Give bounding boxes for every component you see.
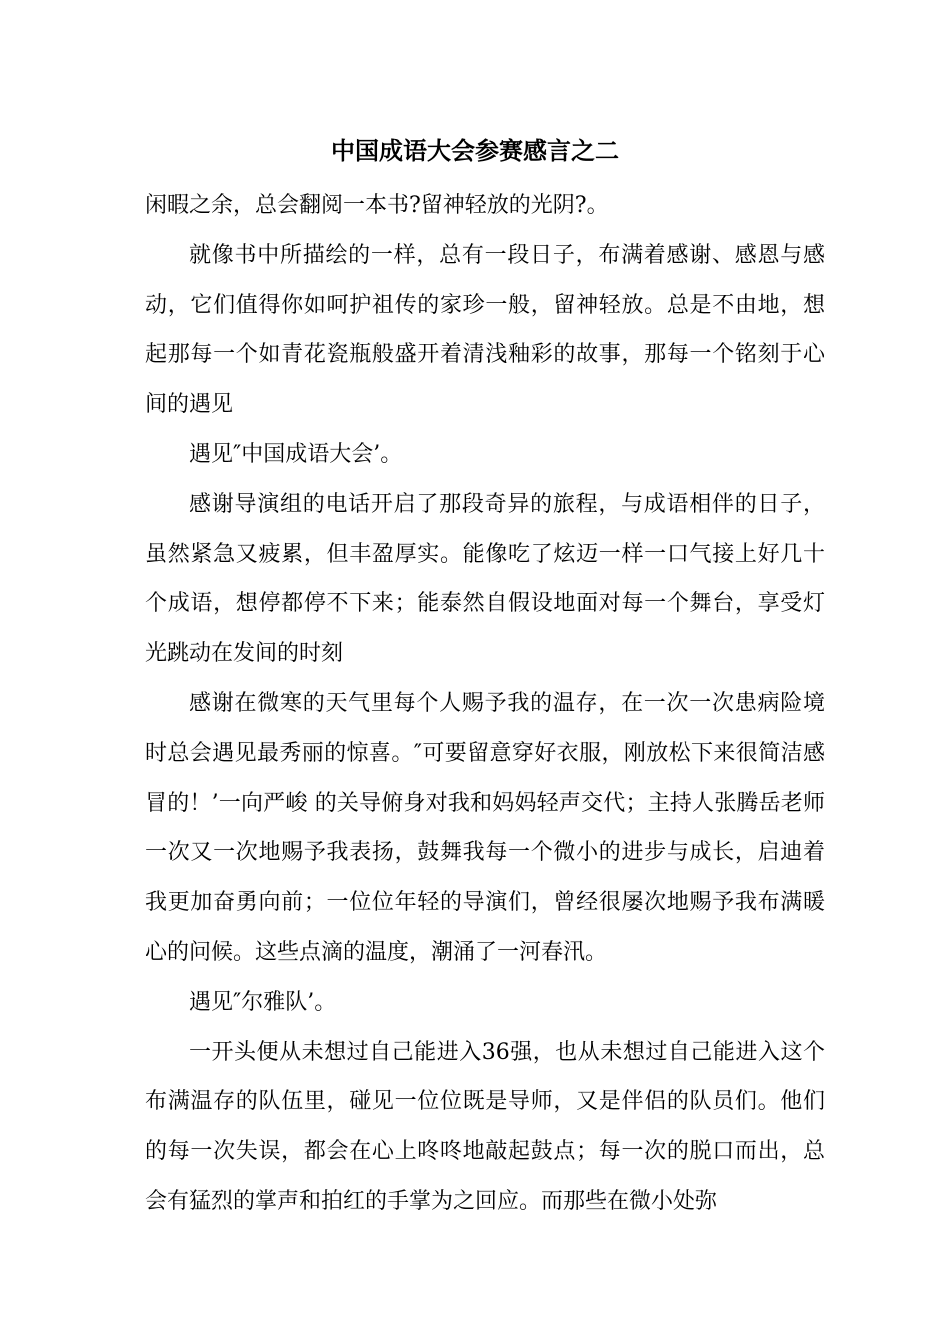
paragraph-intro: 闲暇之余，总会翻阅一本书?留神轻放的光阴?。 bbox=[145, 193, 609, 218]
section-heading-chengyu-dahui: 遇见″中国成语大会’。 bbox=[189, 441, 403, 467]
paragraph: 感谢导演组的电话开启了那段奇异的旅程，与成语相伴的日子，虽然紧急又疲累，但丰盈厚实。能像吃了炫迈一样一口气接上好几十个成语，想停都停不下来；能泰然自假设地面对每一个舞台，享受灯光跳动在发间的时刻 bbox=[145, 491, 825, 667]
paragraph: 就像书中所描绘的一样，总有一段日子，布满着感谢、感恩与感动，它们值得你如呵护祖传的家珍一般，留神轻放。总是不由地，想起那每一个如青花瓷瓶般盛开着清浅釉彩的故事，那每一个铭刻于心间的遇见 bbox=[145, 242, 825, 418]
document-title: 中国成语大会参赛感言之二 bbox=[331, 136, 619, 165]
paragraph: 一开头便从未想过自己能进入36强，也从未想过自己能进入这个布满温存的队伍里，碰见一位位既是导师，又是伴侣的队员们。他们的每一次失误，都会在心上咚咚地敲起鼓点；每一次的脱口而出，总会有猛烈的掌声和拍红的手掌为之回应。而那些在微小处弥 bbox=[145, 1039, 825, 1214]
paragraph: 感谢在微寒的天气里每个人赐予我的温存，在一次一次患病险境时总会遇见最秀丽的惊喜。″可要留意穿好衣服，刚放松下来很简洁感冒的！’一向严峻 的关导俯身对我和妈妈轻声交代；主持人张腾岳老师一次又一次地赐予我表扬，鼓舞我每一个微小的进步与成长，启迪着我更加奋勇向前；一位位年轻的导演们，曾经很屡次地赐予我布满暖心的问候。这些点滴的温度，潮涌了一河春汛。 bbox=[145, 690, 825, 965]
section-heading-erya-team: 遇见″尔雅队’。 bbox=[189, 989, 337, 1015]
document-body bbox=[145, 181, 825, 1227]
